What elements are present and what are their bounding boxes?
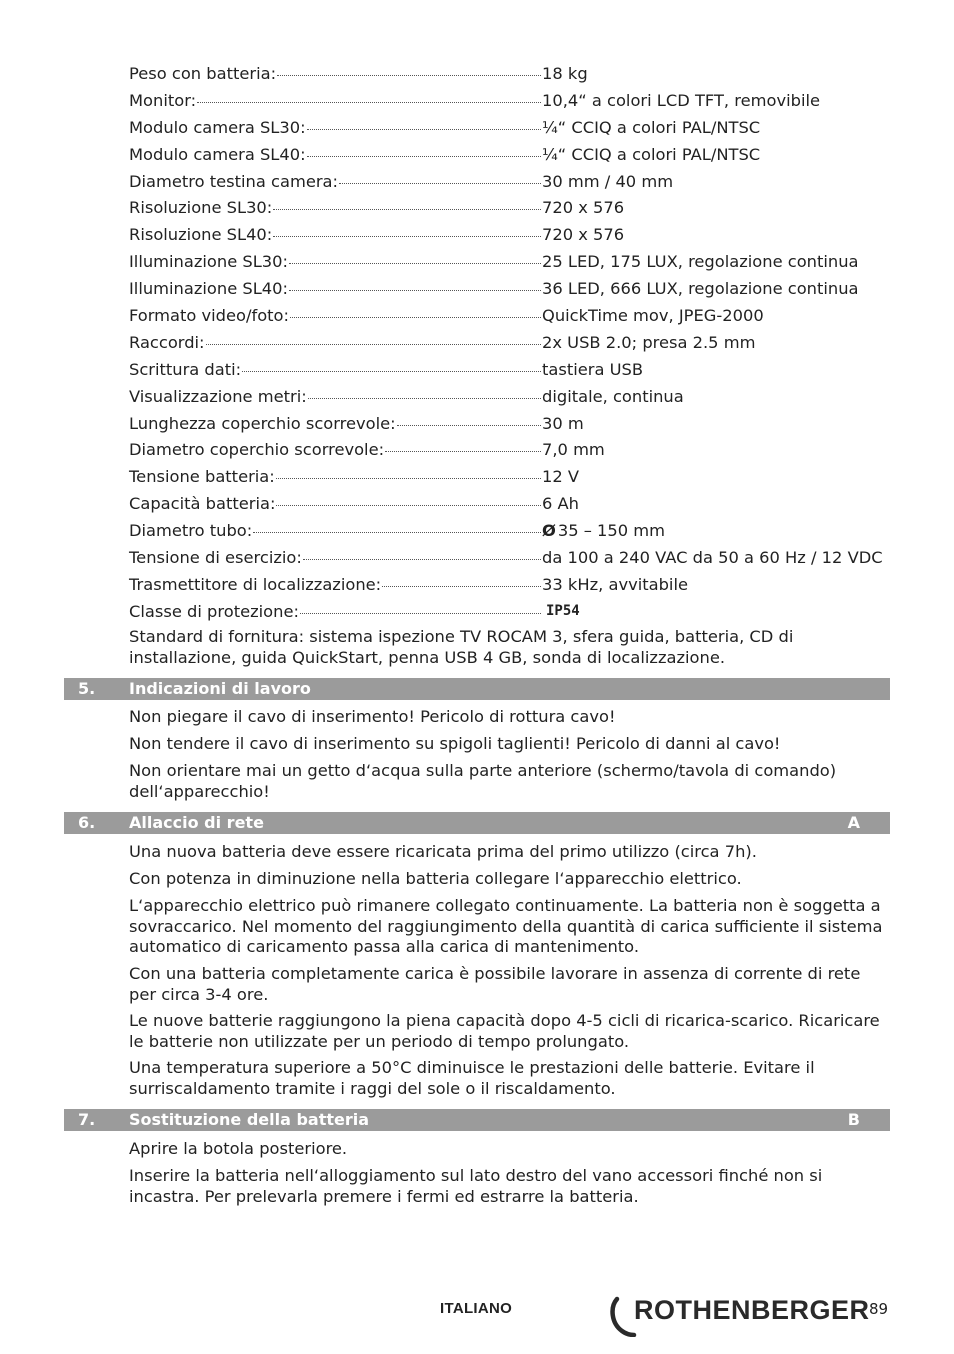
spec-value: 33 kHz, avvitabile xyxy=(542,574,688,594)
spec-label: Risoluzione SL30: xyxy=(129,198,273,218)
dot-leader xyxy=(382,586,541,587)
spec-label: Diametro tubo: xyxy=(129,521,253,541)
footer-language: ITALIANO xyxy=(440,1300,513,1317)
section-header xyxy=(64,1109,890,1131)
paragraph: Non tendere il cavo di inserimento su spigoli taglienti! Pericolo di danni al cavo! xyxy=(129,734,781,753)
dot-leader xyxy=(385,451,541,452)
spec-label: Scrittura dati: xyxy=(129,359,242,379)
section-number: 7. xyxy=(78,1110,96,1129)
spec-label: Illuminazione SL40: xyxy=(129,279,288,299)
spec-row xyxy=(129,383,889,410)
spec-label: Modulo camera SL40: xyxy=(129,144,306,164)
spec-label: Capacità batteria: xyxy=(129,494,276,514)
dot-leader xyxy=(197,102,541,103)
dot-leader xyxy=(308,398,541,399)
spec-value: ¼“ CCIQ a colori PAL/NTSC xyxy=(542,117,761,137)
spec-value: ¼“ CCIQ a colori PAL/NTSC xyxy=(542,144,761,164)
spec-label: Diametro testina camera: xyxy=(129,171,338,191)
spec-row xyxy=(129,571,889,598)
dot-leader xyxy=(290,317,541,318)
dot-leader xyxy=(397,425,541,426)
spec-value: QuickTime mov, JPEG-2000 xyxy=(542,305,764,325)
spec-row xyxy=(129,490,889,517)
paragraph: Le nuove batterie raggiungono la piena capacità dopo 4-5 cicli di ricarica-scarico. Ricaricare le batterie non utilizzate per un periodo di tempo prolungato. xyxy=(129,1011,880,1051)
spec-label: Illuminazione SL30: xyxy=(129,252,288,272)
page-number: 89 xyxy=(869,1300,889,1318)
dot-leader xyxy=(276,478,541,479)
spec-label: Trasmettitore di localizzazione: xyxy=(129,574,382,594)
spec-value: tastiera USB xyxy=(542,359,644,379)
section-title: Allaccio di rete xyxy=(129,813,264,832)
spec-value xyxy=(542,521,665,540)
spec-label: Monitor: xyxy=(129,90,197,110)
brand-logo xyxy=(608,1293,870,1337)
spec-value: 720 x 576 xyxy=(542,198,625,218)
spec-value: 36 LED, 666 LUX, regolazione continua xyxy=(542,279,859,299)
spec-value: digitale, continua xyxy=(542,386,684,406)
spec-label: Risoluzione SL40: xyxy=(129,225,273,245)
spec-label: Lunghezza coperchio scorrevole: xyxy=(129,413,396,433)
spec-value: 6 Ah xyxy=(542,494,579,514)
dot-leader xyxy=(206,344,541,345)
spec-label: Tensione batteria: xyxy=(129,467,275,487)
dot-leader xyxy=(289,263,541,264)
spec-row xyxy=(129,410,889,437)
spec-value: 12 V xyxy=(542,467,580,487)
paragraph: Aprire la botola posteriore. xyxy=(129,1139,348,1158)
section-header xyxy=(64,678,890,700)
spec-value: 720 x 576 xyxy=(542,225,625,245)
spec-value-text: 35 – 150 mm xyxy=(557,521,666,541)
ip-rating-mark: IP54 xyxy=(546,603,580,620)
spec-label: Classe di protezione: xyxy=(129,601,299,621)
dot-leader xyxy=(300,613,541,614)
spec-value: da 100 a 240 VAC da 50 a 60 Hz / 12 VDC xyxy=(542,547,883,567)
paragraph: Non orientare mai un getto d‘acqua sulla parte anteriore (schermo/tavola di comando) dell‘apparecchio! xyxy=(129,761,837,801)
paragraph: Inserire la batteria nell‘alloggiamento sul lato destro del vano accessori finché non si incastra. Per prelevarla premere i fermi ed estrarre la batteria. xyxy=(129,1166,823,1206)
spec-row xyxy=(129,544,889,571)
spec-value: 30 m xyxy=(542,413,584,433)
spec-row xyxy=(129,221,889,248)
spec-row xyxy=(129,356,889,383)
spec-row xyxy=(129,436,889,463)
section-title: Sostituzione della batteria xyxy=(129,1110,370,1129)
paragraph: Con una batteria completamente carica è possibile lavorare in assenza di corrente di rete per circa 3-4 ore. xyxy=(129,964,861,1004)
spec-row xyxy=(129,275,889,302)
paragraph: Non piegare il cavo di inserimento! Pericolo di rottura cavo! xyxy=(129,707,616,726)
spec-row xyxy=(129,141,889,168)
dot-leader xyxy=(307,129,541,130)
spec-row xyxy=(129,248,889,275)
dot-leader xyxy=(273,236,541,237)
figure-reference: B xyxy=(847,1110,860,1129)
dot-leader xyxy=(303,559,541,560)
spec-value: 30 mm / 40 mm xyxy=(542,171,674,191)
spec-label: Formato video/foto: xyxy=(129,305,289,325)
spec-label: Visualizzazione metri: xyxy=(129,386,307,406)
spec-label: Tensione di esercizio: xyxy=(129,547,302,567)
spec-label: Modulo camera SL30: xyxy=(129,117,306,137)
section-title: Indicazioni di lavoro xyxy=(129,679,311,698)
brand-name: ROTHENBERGER xyxy=(634,1295,870,1325)
spec-row xyxy=(129,463,889,490)
spec-row xyxy=(129,168,889,195)
dot-leader xyxy=(339,183,541,184)
spec-row xyxy=(129,302,889,329)
spec-label: Peso con batteria: xyxy=(129,63,277,83)
spec-value: 7,0 mm xyxy=(542,440,605,460)
dot-leader xyxy=(273,209,541,210)
dot-leader xyxy=(242,371,541,372)
section-number: 6. xyxy=(78,813,96,832)
spec-value: 25 LED, 175 LUX, regolazione continua xyxy=(542,252,859,272)
paragraph: L‘apparecchio elettrico può rimanere collegato continuamente. La batteria non è soggetta a sovraccarico. Nel momento del raggiungimento della quantità di carica sufficiente il sistema automatico di caricamento passa alla carica di mantenimento. xyxy=(129,896,883,956)
paragraph: Una nuova batteria deve essere ricaricata prima del primo utilizzo (circa 7h). xyxy=(129,842,757,861)
spec-label: Diametro coperchio scorrevole: xyxy=(129,440,385,460)
spec-row xyxy=(129,114,889,141)
diameter-icon: Ø xyxy=(542,521,556,541)
section-number: 5. xyxy=(78,679,96,698)
spec-row xyxy=(129,87,889,114)
spec-value: 10,4“ a colori LCD TFT, removibile xyxy=(542,90,821,110)
dot-leader xyxy=(277,75,541,76)
spec-row xyxy=(129,329,889,356)
spec-label: Raccordi: xyxy=(129,332,205,352)
dot-leader xyxy=(307,156,541,157)
spec-row xyxy=(129,194,889,221)
dot-leader xyxy=(289,290,541,291)
specifications-list xyxy=(129,60,889,625)
spec-row xyxy=(129,598,889,625)
paragraph: Una temperatura superiore a 50°C diminuisce le prestazioni delle batterie. Evitare il surriscaldamento tramite i raggi del sole o il riscaldamento. xyxy=(129,1058,815,1098)
spec-row xyxy=(129,517,889,544)
dot-leader xyxy=(276,505,541,506)
section-header xyxy=(64,812,890,834)
spec-value: 18 kg xyxy=(542,63,588,83)
paragraph: Con potenza in diminuzione nella batteria collegare l‘apparecchio elettrico. xyxy=(129,869,742,888)
dot-leader xyxy=(253,532,541,533)
spec-row xyxy=(129,60,889,87)
figure-reference: A xyxy=(847,813,860,832)
spec-value: 2x USB 2.0; presa 2.5 mm xyxy=(542,332,756,352)
standard-delivery-text: Standard di fornitura: sistema ispezione TV ROCAM 3, sfera guida, batteria, CD di installazione, guida QuickStart, penna USB 4 GB, sonda di localizzazione. xyxy=(129,627,794,667)
